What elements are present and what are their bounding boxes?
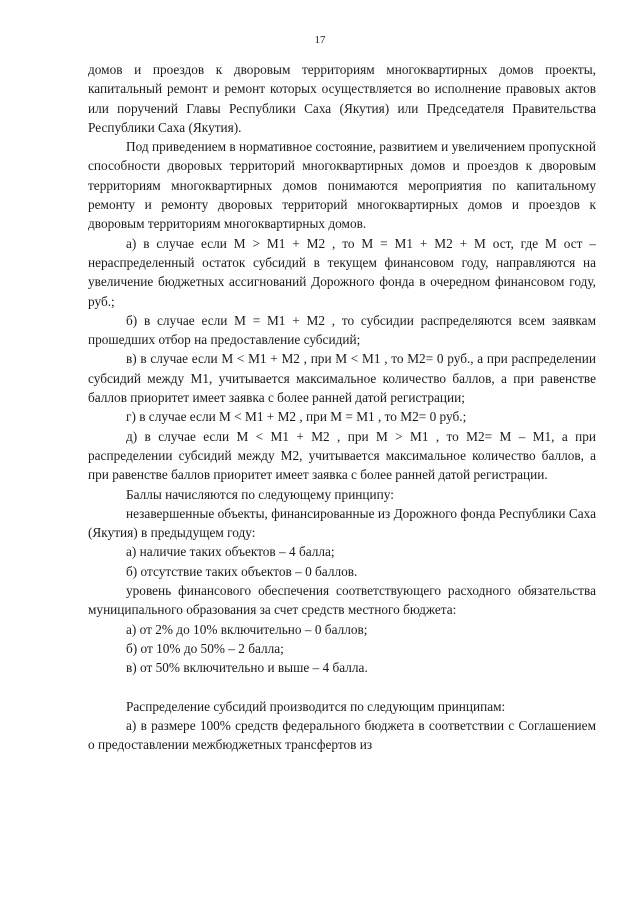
paragraph-criterion-2-a: а) от 2% до 10% включительно – 0 баллов; xyxy=(126,621,368,637)
paragraph-distribution-a: а) в размере 100% средств федерального бюджета в соответствии с Соглашением о предоставлении межбюджетных трансфертов из xyxy=(88,717,596,753)
paragraph-criterion-2-b: б) от 10% до 50% – 2 балла; xyxy=(126,640,284,656)
paragraph-criterion-1-b: б) отсутствие таких объектов – 0 баллов. xyxy=(126,563,358,579)
paragraph-case-b: б) в случае если M = M1 + M2 , то субсидии распределяются всем заявкам прошедших отбор на предоставление субсидий; xyxy=(88,312,596,348)
paragraph-case-g: г) в случае если M < M1 + M2 , при M = M1 , то M2= 0 руб.; xyxy=(126,409,467,425)
paragraph-case-v: в) в случае если M < M1 + M2 , при M < M1 , то M2= 0 руб., а при распределении субсидий между M1, учитывается максимальное количество баллов, а при равенстве баллов приоритет имеет заявка с более ранней датой регистрации; xyxy=(88,351,596,406)
paragraph-criterion-2-v: в) от 50% включительно и выше – 4 балла. xyxy=(126,660,368,676)
paragraph-case-d: д) в случае если M < M1 + M2 , при M > M1 , то M2= M – M1, а при распределении субсидий между M2, учитывается максимальное количество баллов, а при равенстве баллов приоритет имеет заявка с более ранней датой регистрации. xyxy=(88,428,596,483)
paragraph-definition: Под приведением в нормативное состояние, развитием и увеличением пропускной способности дворовых территорий многоквартирных домов и проездов к дворовым территориям многоквартирных домов понимаются мероприятия по капитальному ремонту и ремонту дворовых территорий многоквартирных домов и проездов к дворовым территориям многоквартирных домов. xyxy=(88,139,596,232)
paragraph-criterion-unfinished: незавершенные объекты, финансированные из Дорожного фонда Республики Саха (Якутия) в предыдущем году: xyxy=(88,505,596,541)
page-number: 17 xyxy=(314,34,326,46)
paragraph-criterion-funding: уровень финансового обеспечения соответствующего расходного обязательства муниципального образования за счет средств местного бюджета: xyxy=(88,583,596,618)
paragraph-distribution-intro: Распределение субсидий производится по следующим принципам: xyxy=(126,698,506,714)
document-body xyxy=(88,60,596,754)
paragraph-scoring-intro: Баллы начисляются по следующему принципу: xyxy=(126,486,394,502)
paragraph-case-a: а) в случае если M > M1 + M2 , то M = M1 + M2 + M ост, где M ост – нераспределенный остаток субсидий в текущем финансовом году, направляются на увеличение бюджетных ассигнований Дорожного фонда в очередном финансовом году, руб.; xyxy=(88,235,596,309)
paragraph-criterion-1-a: а) наличие таких объектов – 4 балла; xyxy=(126,544,335,560)
paragraph-continuation: домов и проездов к дворовым территориям многоквартирных домов проекты, капитальный ремонт и ремонт которых осуществляется во исполнение правовых актов или поручений Главы Республики Саха (Якутия) или Председателя Правительства Республики Саха (Якутия). xyxy=(88,62,596,135)
